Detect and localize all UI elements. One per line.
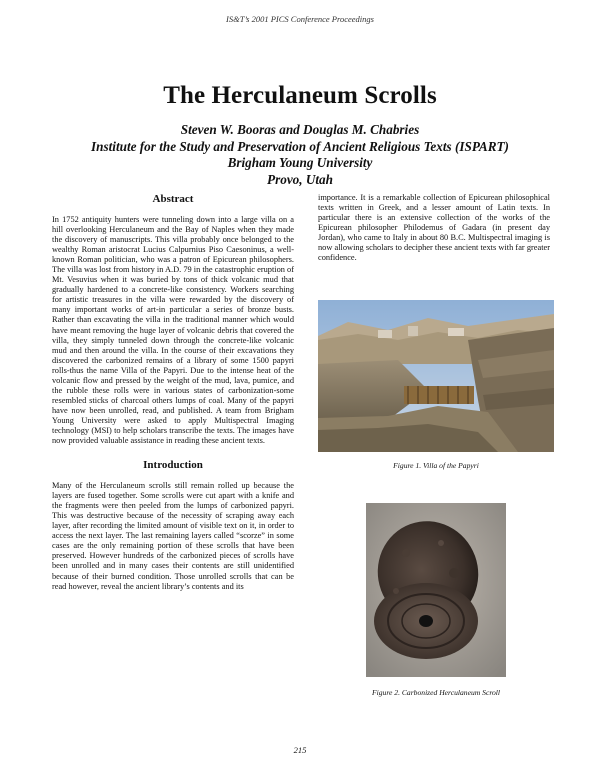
importance-paragraph: importance. It is a remarkable collection of Epicurean philosophical texts written in Greek, and a lesser amount of Latin texts. In particular there is an extensive collection of the works of the Epicurean philosopher Philodemus of Gadara (in present day Jordan), who came to Italy in about 80 B.C. Multispectral imaging is now allowing scholars to decipher these ancient texts with far greater confidence.: [318, 193, 550, 263]
running-head: IS&T’s 2001 PICS Conference Proceedings: [226, 14, 374, 24]
paper-title: The Herculaneum Scrolls: [163, 82, 437, 109]
figure-1-caption: Figure 1. Villa of the Papyri: [393, 461, 479, 470]
abstract-text: In 1752 antiquity hunters were tunneling down into a large villa on a hill overlooking Herculaneum and the Bay of Naples when they made the discovery of manuscripts. This villa probably once belonged to the wealthy Roman aristocrat Lucius Calpurnius Piso Caesoninus, a well-known Roman politician, who was a patron of Epicurean philosophers. The villa was lost from history in A.D. 79 in the catastrophic eruption of Mt. Vesuvius when it was buried by tons of thick volcanic mud that gradually hardened to a concrete-like consistency. Workers searching for artistic treasures in the villa were rewarded by the discovery of many important works of art-in particular a series of bronze busts. Rather than excavating the villa in the traditional manner which would have meant removing the huge layer of volcanic debris that covered the villa, they simply tunneled down through the concrete-like volcanic mud and then around the villa. In the course of their excavations they discovered the carbonized remains of a library of some 1500 papyri rolls-thus the name Villa of the Papyri. Due to the intense heat of the volcanic flow and pressed by the weight of the mud, lava, pumice, and the rubble these rolls were in various states of carbonization-some resembled sticks of charcoal others lumps of coal. Many of the papyri have now been unrolled, read, and published. A team from Brigham Young University were asked to apply Multispectral Imaging technology (MSI) to help scholars transcribe the texts. The images have now provided valuable assistance in reading these ancient texts.: [52, 215, 294, 446]
author-university: Brigham Young University: [227, 155, 373, 170]
author-location: Provo, Utah: [267, 171, 333, 187]
author-institute: Institute for the Study and Preservation of Ancient Religious Texts (ISPART): [91, 138, 509, 154]
figure-2-scroll-photo: [366, 503, 506, 677]
page-number: 215: [293, 745, 307, 755]
introduction-text: Many of the Herculaneum scrolls still remain rolled up because the layers are fused together. Some scrolls were cut apart with a knife and the fragments were then peeled from the lumps of carbonized papyri. This was destructive because of the necessity of scraping away each layer, after recording the limited amount of visible text on it, in order to access the next layer. The last remaining layers called “scorze” in some cases are the only remaining portion of these scrolls that have been preserved. However hundreds of the carbonized pieces of scrolls have been unrolled and in many cases their contents are still unidentified because of their burned condition. Those unrolled scrolls that can be read however, reveal the ancient library’s contents and its: [52, 481, 294, 591]
figure-1-villa-photo: [318, 300, 554, 452]
left-column: [52, 193, 294, 592]
author-names: Steven W. Booras and Douglas M. Chabries: [180, 122, 420, 137]
right-column-text: [318, 193, 550, 263]
abstract-heading: Abstract: [152, 193, 194, 205]
author-block: [0, 122, 600, 188]
introduction-heading: Introduction: [143, 459, 203, 472]
figure-2-caption: Figure 2. Carbonized Herculaneum Scroll: [371, 688, 501, 697]
